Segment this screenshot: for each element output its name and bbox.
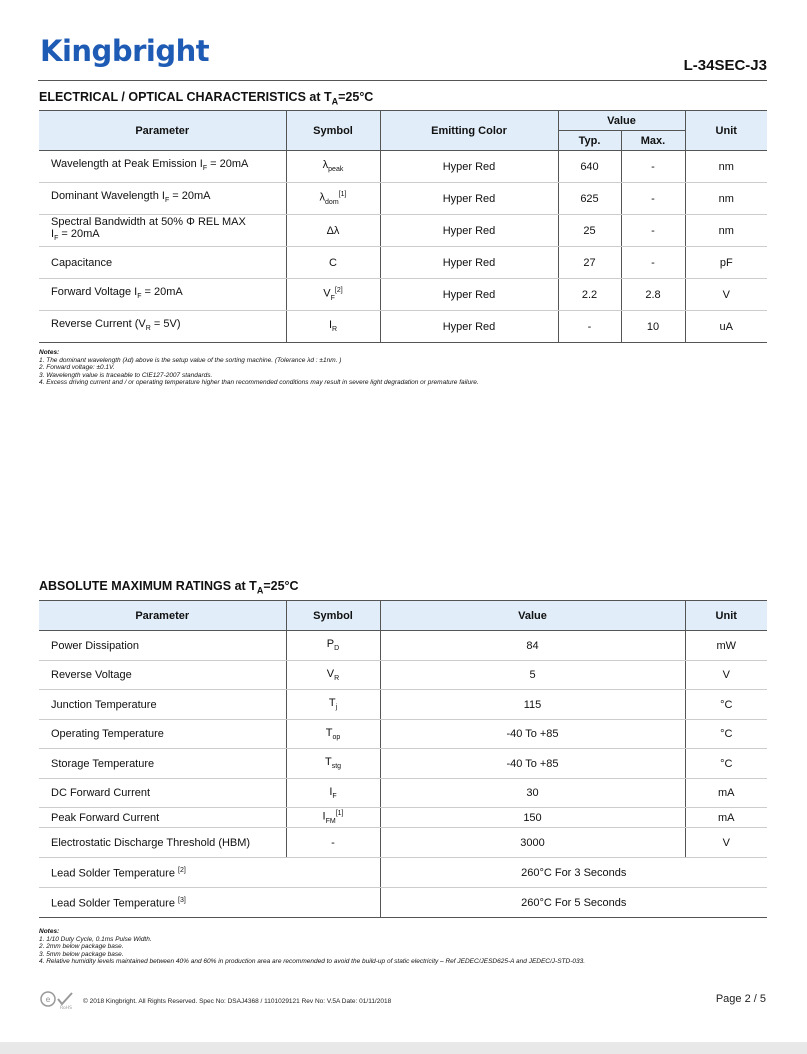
parameter-cell — [39, 631, 286, 661]
typ-value-cell: - — [558, 311, 621, 343]
table-row — [39, 858, 767, 888]
parameter-text: Capacitance — [51, 256, 113, 269]
max-value-cell: 2.8 — [621, 279, 685, 311]
parameter-cell — [39, 828, 286, 858]
symbol-footnote: [2] — [334, 287, 343, 295]
note-line: 3. 5mm below package base. — [39, 950, 124, 958]
unit-cell: °C — [685, 690, 767, 720]
symbol-subscript: j — [335, 704, 338, 712]
symbol-cell — [286, 690, 380, 720]
header-typ: Typ. — [558, 131, 621, 151]
header-divider — [38, 80, 767, 81]
parameter-subscript: R — [145, 325, 151, 333]
unit-cell: nm — [685, 151, 767, 183]
certification-icon — [40, 990, 76, 1010]
parameter-text: = 20mA — [141, 285, 183, 298]
note-line: 1. 1/10 Duty Cycle, 0.1ms Pulse Width. — [39, 935, 152, 943]
parameter-text: Peak Forward Current — [51, 811, 160, 824]
electrical-notes — [39, 349, 769, 387]
symbol-subscript: R — [332, 326, 338, 334]
notes-title: Notes: — [39, 928, 60, 935]
emitting-color-cell: Hyper Red — [380, 183, 558, 215]
parameter-cell — [39, 858, 380, 888]
emitting-color-cell: Hyper Red — [380, 151, 558, 183]
table-row — [39, 749, 767, 779]
value-cell: 115 — [380, 690, 685, 720]
typ-value-cell: 625 — [558, 183, 621, 215]
symbol-text: I — [329, 785, 333, 798]
table-row — [39, 215, 767, 247]
symbol-cell — [286, 720, 380, 749]
symbol-cell — [286, 631, 380, 661]
bottom-band — [0, 1042, 807, 1054]
table-row — [39, 311, 767, 343]
symbol-text: - — [331, 836, 335, 849]
table-row — [39, 808, 767, 828]
unit-cell: nm — [685, 215, 767, 247]
symbol-text: λ — [319, 191, 326, 204]
table-row — [39, 247, 767, 279]
parameter-cell — [39, 279, 286, 311]
symbol-cell — [286, 749, 380, 779]
symbol-subscript: R — [334, 675, 340, 683]
parameter-text: Forward Voltage I — [51, 285, 138, 298]
typ-value-cell: 27 — [558, 247, 621, 279]
header-symbol: Symbol — [286, 111, 380, 151]
max-value-cell: - — [621, 151, 685, 183]
parameter-text: = 5V) — [150, 317, 181, 330]
rohs-label: RoHS — [60, 1006, 72, 1010]
emitting-color-cell: Hyper Red — [380, 215, 558, 247]
unit-cell: nm — [685, 183, 767, 215]
parameter-cell — [39, 311, 286, 343]
typ-value-cell: 25 — [558, 215, 621, 247]
table-row — [39, 720, 767, 749]
table-row — [39, 279, 767, 311]
unit-cell: mA — [685, 808, 767, 828]
unit-cell: V — [685, 828, 767, 858]
unit-cell: V — [685, 661, 767, 690]
parameter-footnote: [2] — [178, 867, 186, 875]
symbol-subscript: D — [334, 645, 340, 653]
unit-cell: °C — [685, 749, 767, 779]
max-value-cell: - — [621, 183, 685, 215]
parameter-subscript: F — [137, 293, 142, 301]
symbol-text: λ — [322, 159, 329, 172]
max-value-cell: - — [621, 247, 685, 279]
unit-cell: mW — [685, 631, 767, 661]
table-row — [39, 690, 767, 720]
parameter-text: Lead Solder Temperature — [51, 867, 178, 880]
electrical-section-title: ELECTRICAL / OPTICAL CHARACTERISTICS at $T_A=25^\circ C$ — [39, 90, 374, 107]
parameter-cell — [39, 690, 286, 720]
value-cell: 3000 — [380, 828, 685, 858]
table-row — [39, 631, 767, 661]
emitting-color-cell: Hyper Red — [380, 247, 558, 279]
parameter-text: Reverse Voltage — [51, 669, 132, 681]
value-cell: -40 To +85 — [380, 749, 685, 779]
symbol-cell — [286, 661, 380, 690]
symbol-text: V — [326, 667, 335, 680]
symbol-text: V — [323, 287, 331, 300]
symbol-footnote: [1] — [338, 191, 347, 199]
table-row — [39, 779, 767, 808]
typ-value-cell: 640 — [558, 151, 621, 183]
table-row — [39, 888, 767, 918]
symbol-cell — [286, 183, 380, 215]
parameter-cell — [39, 888, 380, 918]
value-cell: -40 To +85 — [380, 720, 685, 749]
parameter-text: = 20mA — [207, 157, 249, 170]
symbol-cell — [286, 828, 380, 858]
parameter-text: = 20mA — [58, 227, 100, 240]
note-line: 4. Excess driving current and / or operating temperature higher than recommended conditions may result in severe light degradation or premature failure. — [39, 379, 479, 387]
note-line: 2. 2mm below package base. — [39, 943, 124, 951]
notes-title: Notes: — [39, 349, 60, 356]
unit-cell: mA — [685, 779, 767, 808]
kingbright-logo: Kingbright — [40, 34, 210, 68]
symbol-text: C — [329, 256, 337, 269]
page-number: Page 2 / 5 — [715, 993, 766, 1005]
value-cell: 84 — [380, 631, 685, 661]
parameter-subscript: F — [164, 197, 170, 205]
symbol-cell — [286, 779, 380, 808]
symbol-text: I — [322, 810, 326, 823]
header-emitting-color: Emitting Color — [380, 111, 558, 151]
parameter-text: Spectral Bandwidth at 50% Φ REL MAX — [51, 215, 246, 228]
parameter-cell — [39, 247, 286, 279]
emitting-color-cell: Hyper Red — [380, 279, 558, 311]
symbol-text: T — [325, 726, 333, 739]
header-value: Value — [380, 601, 685, 631]
svg-text:e: e — [45, 995, 51, 1004]
parameter-text: Electrostatic Discharge Threshold (HBM) — [51, 836, 251, 849]
value-cell: 260°C For 3 Seconds — [380, 858, 767, 888]
symbol-footnote: [1] — [335, 810, 344, 818]
symbol-text: T — [328, 697, 336, 710]
symbol-subscript: F — [332, 793, 337, 801]
note-line: 1. The dominant wavelength (λd) above is the setup value of the sorting machine. (Tolerance λd : ±1nm. ) — [39, 356, 342, 364]
parameter-cell — [39, 720, 286, 749]
table-row — [39, 183, 767, 215]
parameter-cell — [39, 183, 286, 215]
header-parameter: Parameter — [39, 111, 286, 151]
symbol-cell — [286, 247, 380, 279]
symbol-subscript: FM — [325, 817, 336, 825]
symbol-subscript: stg — [331, 763, 342, 771]
header-unit: Unit — [685, 111, 767, 151]
table-row — [39, 828, 767, 858]
value-cell: 260°C For 5 Seconds — [380, 888, 767, 918]
parameter-text: Power Dissipation — [51, 639, 140, 652]
parameter-cell — [39, 661, 286, 690]
value-cell: 150 — [380, 808, 685, 828]
parameter-subscript: F — [54, 235, 59, 243]
unit-cell: uA — [685, 311, 767, 343]
symbol-cell — [286, 151, 380, 183]
header-value: Value — [558, 111, 685, 131]
parameter-cell — [39, 215, 286, 247]
table-row — [39, 661, 767, 690]
copyright-spec-line: © 2018 Kingbright. All Rights Reserved. Spec No: DSAJ4368 / 1101029121 Rev No: V.5A Date: 01/11/2018 — [83, 998, 392, 1005]
parameter-text: Wavelength at Peak Emission I — [51, 157, 203, 170]
parameter-cell — [39, 779, 286, 808]
parameter-cell — [39, 151, 286, 183]
header-symbol: Symbol — [286, 601, 380, 631]
header-parameter: Parameter — [39, 601, 286, 631]
parameter-text: DC Forward Current — [51, 787, 151, 799]
value-cell: 30 — [380, 779, 685, 808]
symbol-subscript: dom — [325, 198, 339, 206]
parameter-cell — [39, 808, 286, 828]
note-line: 3. Wavelength value is traceable to CIE127-2007 standards. — [39, 371, 213, 379]
value-cell: 5 — [380, 661, 685, 690]
symbol-cell — [286, 215, 380, 247]
parameter-text: Dominant Wavelength I — [51, 189, 165, 202]
part-number: L-34SEC-J3 — [683, 57, 767, 74]
absolute-notes — [39, 928, 769, 966]
symbol-subscript: F — [330, 294, 335, 302]
symbol-subscript: op — [332, 734, 341, 742]
parameter-text: Junction Temperature — [51, 698, 157, 711]
absolute-ratings-table — [39, 600, 767, 918]
symbol-subscript: peak — [328, 166, 344, 174]
parameter-text: Reverse Current (V — [51, 317, 146, 330]
absolute-section-title: ABSOLUTE MAXIMUM RATINGS at $T_A=25^\circ C$ — [39, 579, 299, 596]
unit-cell: V — [685, 279, 767, 311]
parameter-text: = 20mA — [169, 189, 211, 202]
symbol-text: Δλ — [326, 224, 340, 237]
symbol-cell — [286, 279, 380, 311]
symbol-cell — [286, 311, 380, 343]
parameter-text: Lead Solder Temperature — [51, 897, 178, 910]
note-line: 4. Relative humidity levels maintained between 40% and 60% in production area are recommended to avoid the build-up of static electricity – Ref JEDEC/JESD625-A and JEDEC/J-STD-033. — [39, 958, 586, 966]
parameter-text: Storage Temperature — [51, 757, 155, 770]
header-unit: Unit — [685, 601, 767, 631]
header-max: Max. — [621, 131, 685, 151]
emitting-color-cell: Hyper Red — [380, 311, 558, 343]
unit-cell: °C — [685, 720, 767, 749]
parameter-text: I — [51, 227, 55, 240]
symbol-text: T — [324, 756, 332, 769]
parameter-cell — [39, 749, 286, 779]
symbol-cell — [286, 808, 380, 828]
note-line: 2. Forward voltage: ±0.1V. — [39, 364, 115, 372]
max-value-cell: - — [621, 215, 685, 247]
page-footer — [40, 990, 768, 1012]
typ-value-cell: 2.2 — [558, 279, 621, 311]
unit-cell: pF — [685, 247, 767, 279]
symbol-text: I — [328, 319, 332, 332]
parameter-subscript: F — [202, 165, 208, 173]
electrical-table — [39, 110, 767, 343]
symbol-text: P — [326, 638, 335, 651]
table-row — [39, 151, 767, 183]
parameter-text: Operating Temperature — [51, 728, 164, 740]
max-value-cell: 10 — [621, 311, 685, 343]
parameter-footnote: [3] — [178, 897, 186, 905]
